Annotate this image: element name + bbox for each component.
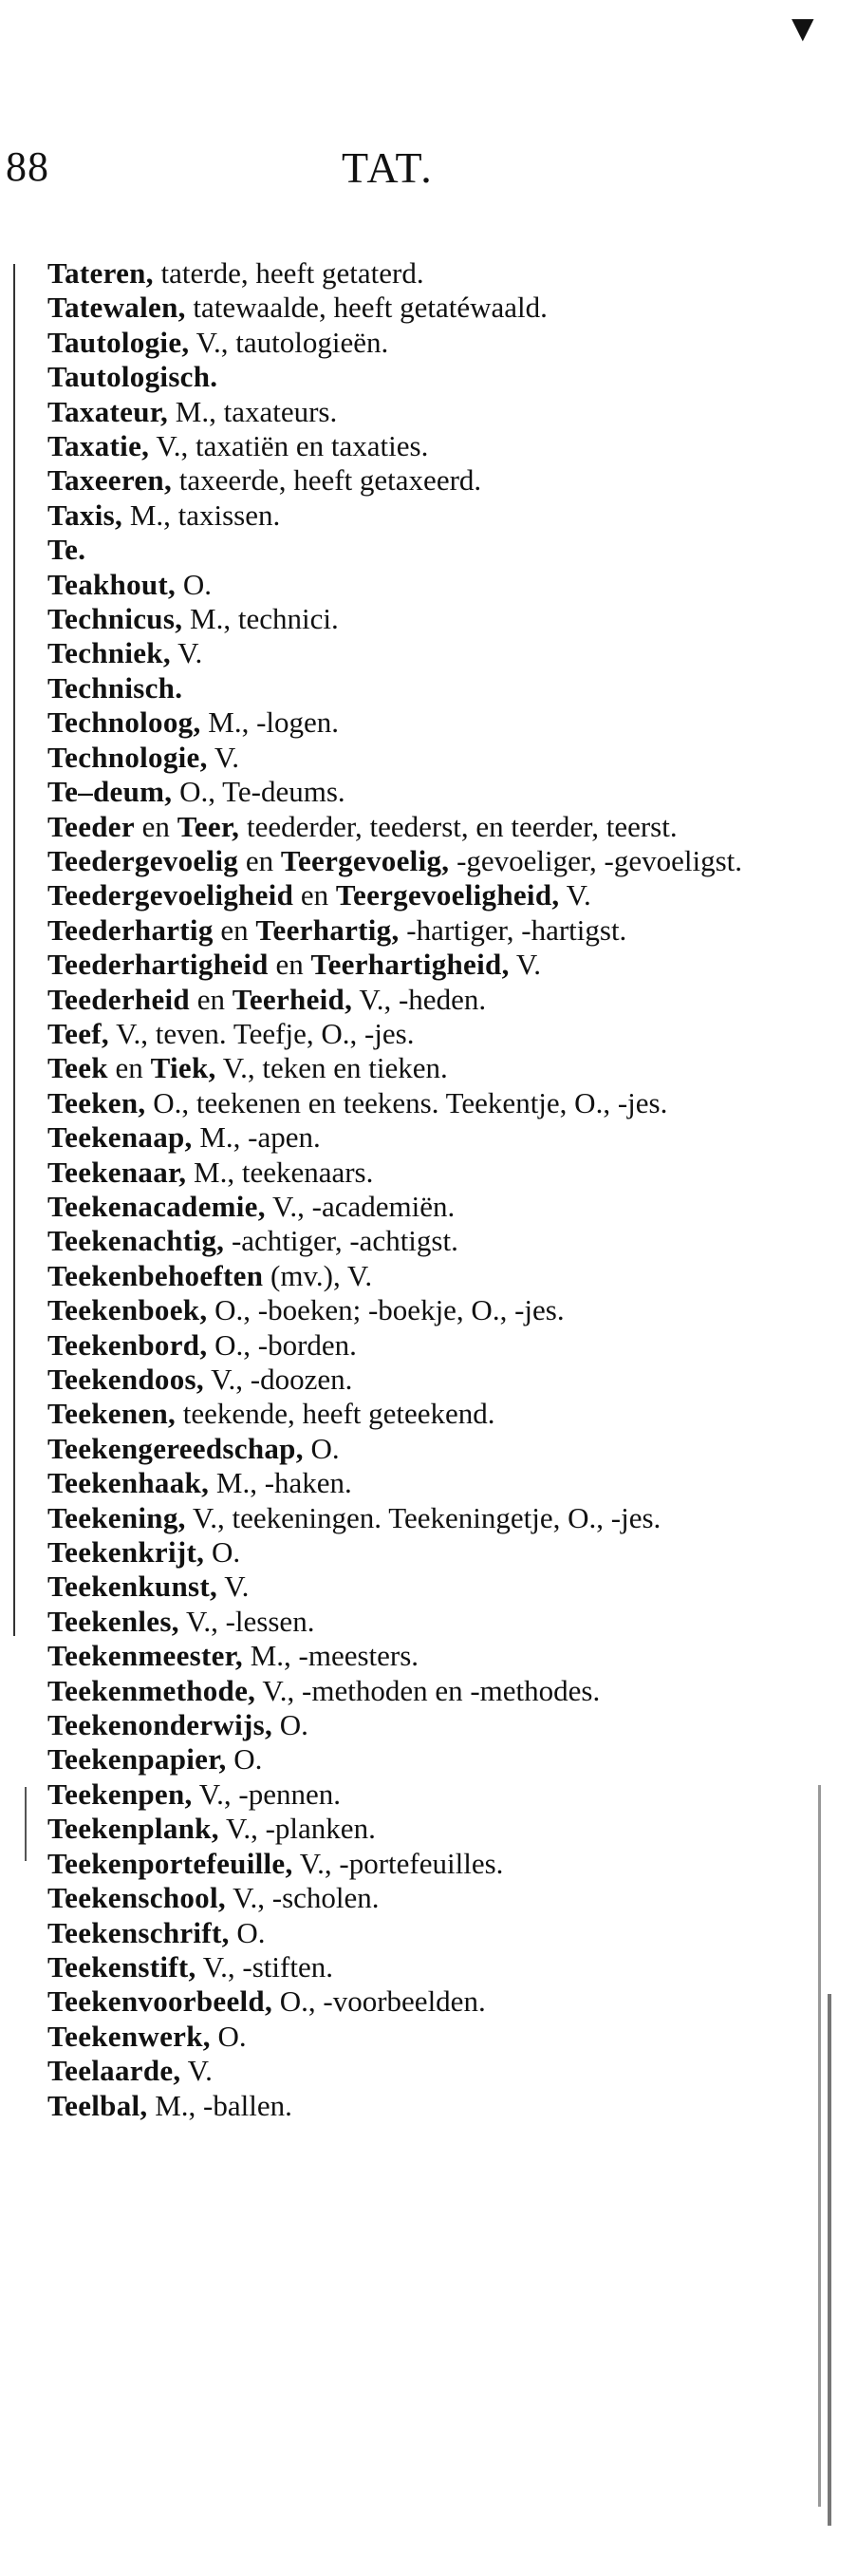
entry-headword: Teederheid [47,982,190,1016]
dictionary-entry [47,360,778,394]
entry-headword: Te. [47,533,86,567]
entry-text: en [268,948,311,982]
entry-text: teekende, heeft geteekend. [176,1397,495,1431]
entry-headword: Teerhartig, [255,912,400,947]
entry-text: en [134,809,177,843]
entry-text: V. [207,740,240,774]
entry-text: taxeerde, heeft getaxeerd. [172,463,482,498]
entry-headword: Teef, [47,1016,109,1050]
entry-text: en [189,982,233,1016]
dictionary-entry [47,1017,778,1051]
entry-text: O. [303,1431,340,1465]
entry-headword: Teekendoos, [47,1363,204,1396]
entry-headword: Teerhartigheid, [310,948,510,982]
column-rule [13,264,15,1636]
entry-headword: Teergevoeligheid, [335,878,560,912]
dictionary-entry [47,2089,778,2123]
entry-text: O. [272,1708,308,1742]
dictionary-entry [47,291,778,325]
dictionary-entry [47,463,778,498]
entry-headword: Teekenhaak, [47,1466,210,1500]
dictionary-entry [47,1190,778,1224]
entry-text: O. [210,2019,247,2053]
entry-headword: Teekenachtig, [47,1224,225,1258]
entry-headword: Teekenschool, [47,1881,226,1915]
entry-text: -achtiger, -achtigst. [224,1224,458,1258]
entry-headword: Taxatie, [47,429,150,463]
dictionary-entry [47,1984,778,2019]
entry-headword: Teederhartig [47,912,214,947]
dictionary-entry [47,878,778,912]
entry-headword: Tautologie, [47,325,190,359]
dictionary-entry [47,1812,778,1846]
entry-text: O. [229,1915,266,1949]
entry-headword: Taxeeren, [47,463,172,498]
page-number: 88 [6,143,49,190]
entry-text: O., -boeken; -boekje, O., -jes. [207,1293,565,1327]
entry-headword: Teek [47,1051,108,1085]
dictionary-entry [47,568,778,602]
entry-text: V. [509,948,541,982]
entry-headword: Teekenaar, [47,1155,187,1189]
dictionary-entry [47,395,778,429]
dictionary-entry [47,1363,778,1397]
entry-headword: Teergevoelig, [280,843,450,877]
entry-text: M., -haken. [209,1466,352,1500]
entry-headword: Teekenstift, [47,1949,196,1984]
scan-artifact: ▼ [784,7,822,49]
entry-headword: Teakhout, [47,567,177,601]
dictionary-entry [47,1086,778,1120]
entry-headword: Teekenonderwijs, [47,1708,273,1742]
entry-text: V., taxatiën en taxaties. [149,429,429,463]
dictionary-entry [47,1120,778,1155]
margin-mark [25,1787,27,1861]
dictionary-entry [47,1466,778,1500]
entry-text: V., -lessen. [178,1604,315,1638]
dictionary-entry [47,1328,778,1363]
entry-text: teederder, teederst, en teerder, teerst. [239,809,678,843]
entry-text: V., -portefeuilles. [292,1846,504,1880]
dictionary-entry [47,1639,778,1673]
entry-headword: Teerheid, [232,982,353,1016]
dictionary-entry [47,326,778,360]
entry-text: -gevoeliger, -gevoeligst. [449,843,742,877]
entry-text: V., -pennen. [192,1777,342,1811]
running-head: TAT. [342,143,434,192]
entry-text: V., -methoden en -methodes. [255,1673,601,1707]
dictionary-entry [47,1777,778,1812]
entry-text: en [213,912,256,947]
entry-text: O., -borden. [207,1327,357,1362]
entry-headword: Teekenportefeuille, [47,1846,293,1880]
dictionary-entry [47,1501,778,1535]
dictionary-entry [47,2020,778,2054]
scan-edge-mark [828,1994,831,2526]
entry-text: M., -apen. [192,1120,321,1155]
dictionary-entry [47,1397,778,1431]
entry-text: O., -voorbeelden. [272,1984,486,2019]
entry-text: en [107,1051,151,1085]
entry-headword: Teer, [177,809,240,843]
dictionary-entry [47,602,778,636]
entry-text: M., taxateurs. [168,394,338,428]
entry-headword: Tautologisch. [47,360,218,394]
dictionary-entry [47,1570,778,1604]
entry-text: V., -doozen. [203,1363,353,1396]
entry-headword: Teekenwerk, [47,2019,211,2053]
entry-headword: Teekenmeester, [47,1639,243,1673]
entry-text: O. [204,1535,241,1570]
dictionary-entry [47,983,778,1017]
entry-text: -hartiger, -hartigst. [399,912,627,947]
entry-headword: Teekenbehoeften [47,1258,264,1292]
entry-headword: Teekenboek, [47,1293,208,1327]
entry-text: O., teekenen en teekens. Teekentje, O., -jes. [145,1085,668,1119]
dictionary-entry [47,948,778,982]
entry-headword: Teeken, [47,1085,146,1119]
entry-text: V., teken en tieken. [215,1051,448,1085]
entry-text: en [238,843,281,877]
dictionary-entry [47,1847,778,1881]
entry-headword: Teelbal, [47,2088,148,2122]
dictionary-entry [47,913,778,948]
entry-headword: Tatewalen, [47,291,186,325]
dictionary-entry [47,1259,778,1293]
dictionary-entry [47,705,778,740]
dictionary-entry [47,636,778,670]
dictionary-entry [47,1293,778,1327]
dictionary-entry [47,256,778,291]
entry-text: en [293,878,336,912]
entry-headword: Teekenbord, [47,1327,208,1362]
entry-headword: Te–deum, [47,775,173,809]
entry-headword: Teekenacademie, [47,1189,266,1223]
entry-headword: Teelaarde, [47,2054,181,2088]
entry-headword: Technoloog, [47,705,201,740]
entry-headword: Teekenplank, [47,1812,219,1846]
dictionary-entry [47,1156,778,1190]
entry-headword: Teekenaap, [47,1120,193,1155]
dictionary-entry [47,1916,778,1950]
dictionary-entry [47,429,778,463]
entry-text: V. [180,2054,213,2088]
dictionary-entry [47,1881,778,1915]
entry-headword: Teekengereedschap, [47,1431,304,1465]
entry-text: M., teekenaars. [186,1155,374,1189]
scan-edge-mark [818,1785,821,2507]
dictionary-entry [47,533,778,567]
entry-text: V., -stiften. [196,1949,333,1984]
dictionary-entry [47,1950,778,1984]
entry-text: V., -scholen. [225,1881,380,1915]
entry-text: V., teven. Teefje, O., -jes. [108,1016,415,1050]
dictionary-entry [47,1051,778,1085]
entry-text: (mv.), V. [263,1258,373,1292]
entry-text: tatewaalde, heeft getatéwaald. [185,291,548,325]
entry-text: M., -ballen. [147,2088,292,2122]
entry-headword: Teekenpapier, [47,1742,227,1777]
dictionary-entry [47,1605,778,1639]
entry-text: V. [170,636,203,670]
entry-text: V. [559,878,591,912]
entry-headword: Taxateur, [47,394,169,428]
dictionary-entry [47,775,778,809]
dictionary-entry [47,1742,778,1777]
entry-headword: Teedergevoeligheid [47,878,294,912]
entry-headword: Teekening, [47,1500,186,1534]
entry-text: O., Te-deums. [172,775,345,809]
entry-headword: Technicus, [47,602,183,636]
dictionary-entry [47,2054,778,2088]
dictionary-entry [47,844,778,878]
dictionary-entry [47,1432,778,1466]
entry-text: V., tautologieën. [189,325,389,359]
entry-headword: Tateren, [47,256,154,290]
entry-text: M., technici. [182,602,339,636]
entry-headword: Teekenvoorbeeld, [47,1984,273,2019]
dictionary-entry [47,1674,778,1708]
dictionary-entry [47,671,778,705]
entry-headword: Teekenmethode, [47,1673,256,1707]
entry-text: V., -academiën. [265,1189,456,1223]
entry-headword: Teeder [47,809,135,843]
entry-headword: Teekenen, [47,1397,177,1431]
entry-headword: Teedergevoelig [47,843,239,877]
entry-text: V., -heden. [352,982,487,1016]
dictionary-entry [47,1535,778,1570]
entry-text: taterde, heeft getaterd. [153,256,424,290]
entry-headword: Teekenpen, [47,1777,193,1811]
entry-headword: Teekenles, [47,1604,179,1638]
dictionary-entry [47,498,778,533]
dictionary-entry [47,810,778,844]
entry-headword: Taxis, [47,498,123,532]
entry-text: M., -logen. [200,705,340,740]
entry-text: M., taxissen. [122,498,281,532]
entry-text: V., teekeningen. Teekeningetje, O., -jes. [185,1500,661,1534]
dictionary-entry [47,1708,778,1742]
entry-text: V., -planken. [218,1812,376,1846]
entry-headword: Teekenschrift, [47,1915,230,1949]
entry-headword: Teekenkunst, [47,1570,218,1604]
entry-headword: Technologie, [47,740,208,774]
entry-text: O. [176,567,212,601]
entry-headword: Technisch. [47,670,183,705]
entry-text: V. [217,1570,250,1604]
entry-headword: Teederhartigheid [47,948,269,982]
entry-headword: Tiek, [150,1051,216,1085]
entry-headword: Teekenkrijt, [47,1535,205,1570]
entry-headword: Techniek, [47,636,171,670]
entry-text: O. [226,1742,263,1777]
dictionary-entry [47,1224,778,1258]
entry-text: M., -meesters. [242,1639,419,1673]
dictionary-entries [47,256,778,2123]
dictionary-entry [47,741,778,775]
